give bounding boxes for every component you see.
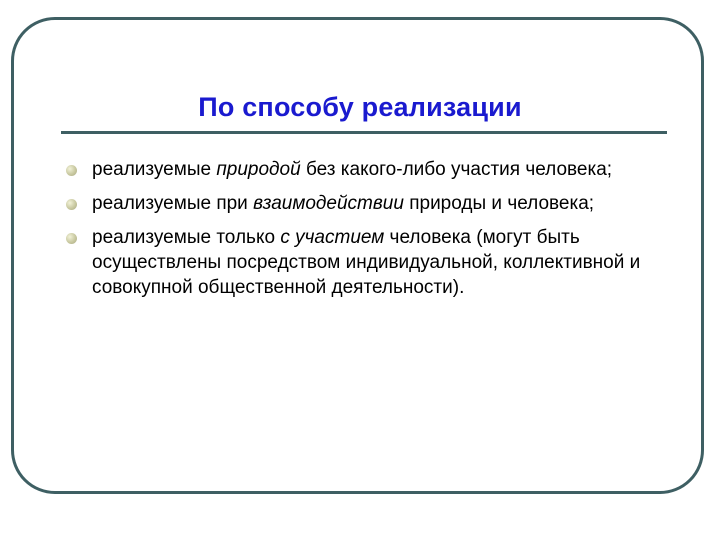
bullet-dot-icon — [66, 233, 77, 244]
bullet-text-emphasis: взаимодействии — [253, 193, 404, 214]
bullet-text-after: человека (могут быть осуществлены посредством индивидуальной, коллективной и совокупной общественной деятельности). — [92, 227, 641, 298]
bullet-item-human — [66, 225, 666, 300]
bullet-text-before: реализуемые при — [92, 193, 254, 214]
bullet-list — [66, 157, 666, 300]
bullet-dot-icon — [66, 199, 77, 210]
bullet-text-after: природы и человека; — [403, 193, 595, 214]
bullet-text-emphasis: природой — [216, 159, 301, 180]
bullet-dot-icon — [66, 165, 77, 176]
bullet-text-emphasis: с участием — [280, 227, 385, 248]
bullet-text-after: без какого-либо участия человека; — [300, 159, 613, 180]
bullet-item-nature — [66, 157, 666, 182]
bullet-text-before: реализуемые — [92, 159, 217, 180]
slide-title: По способу реализации — [198, 92, 522, 122]
bullet-item-interaction — [66, 191, 666, 216]
title-divider — [61, 131, 667, 134]
bullet-text-before: реализуемые только — [92, 227, 281, 248]
